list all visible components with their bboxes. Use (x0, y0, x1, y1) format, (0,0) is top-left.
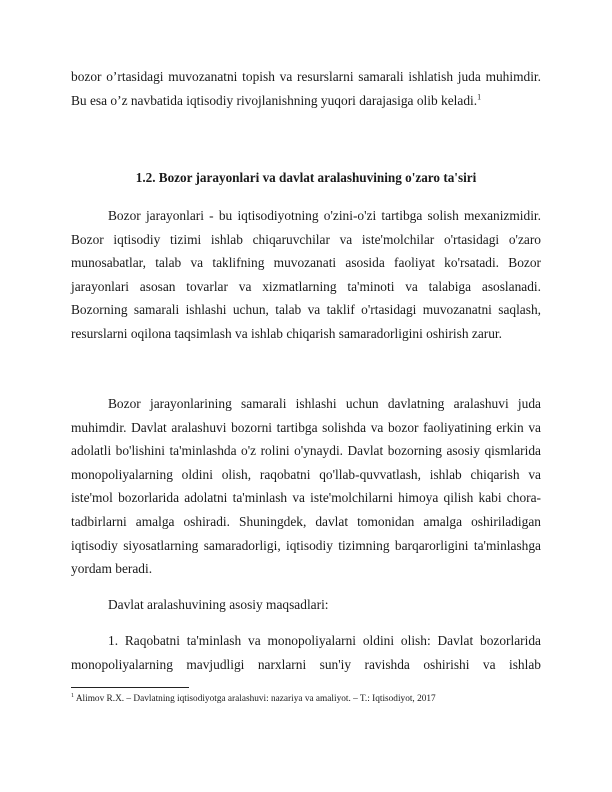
footnote-text: Alimov R.X. – Davlatning iqtisodiyotga aralashuvi: nazariya va amaliyot. – T.: Iqtisodiyot, 2017 (75, 694, 436, 704)
footnote-number: 1 (71, 692, 74, 699)
list-item-competition (71, 629, 541, 676)
list-item-text: 1. Raqobatni ta'minlash va monopoliyalarni oldini olish: Davlat bozorlarida monopoliyalarning mavjudligi narxlarni sun'iy ravishda oshirishi va ishlab (71, 633, 541, 672)
footnote-divider (71, 687, 189, 688)
paragraph-goals-intro (71, 593, 541, 617)
paragraph-text: Davlat aralashuvining asosiy maqsadlari: (108, 597, 329, 612)
intro-text: bozor o’rtasidagi muvozanatni topish va resurslarni samarali ishlatish juda muhimdir. Bu esa o’z navbatida iqtisodiy rivojlanishning yuqori darajasiga olib keladi. (71, 69, 541, 108)
section-heading: 1.2. Bozor jarayonlari va davlat aralashuvining o'zaro ta'siri (135, 170, 477, 185)
paragraph-text: Bozor jarayonlari - bu iqtisodiyotning o'zini-o'zi tartibga solish mexanizmidir. Bozor iqtisodiy tizimi ishlab chiqaruvchilar va iste'molchilar o'rtasidagi o'zaro munosabatlar, talab va taklifning muvozanati asosida faoliyat ko'rsatadi. Bozor jarayonlari asosan tovarlar va xizmatlarning ta'minoti va talabiga asoslanadi. Bozorning samarali ishlashi uchun, talab va taklif o'rtasidagi muvozanatni saqlash, resurslarni oqilona taqsimlash va ishlab chiqarish samaradorligini oshirish zarur. (71, 208, 541, 341)
paragraph-state-intervention (71, 392, 541, 581)
paragraph-market-processes (71, 204, 541, 346)
paragraph-text: Bozor jarayonlarining samarali ishlashi uchun davlatning aralashuvi juda muhimdir. Davlat aralashuvi bozorni tartibga solishda va bozor faoliyatining erkin va adolatli bo'lishini ta'minlashda o'z rolini o'ynaydi. Davlat bozorning asosiy qismlarida monopoliyalarning oldini olish, raqobatni qo'llab-quvvatlash, ishlab chiqarish va iste'mol bozorlarida adolatni ta'minlash va iste'molchilarni himoya qilish kabi chora-tadbirlarni amalga oshiradi. Shuningdek, davlat tomonidan amalga oshiriladigan iqtisodiy siyosatlarning samaradorligi, iqtisodiy tizimning barqarorligini ta'minlashga yordam beradi. (71, 396, 541, 577)
footnote (71, 693, 541, 705)
footnote-reference[interactable]: 1 (477, 92, 482, 102)
intro-paragraph (71, 65, 541, 112)
